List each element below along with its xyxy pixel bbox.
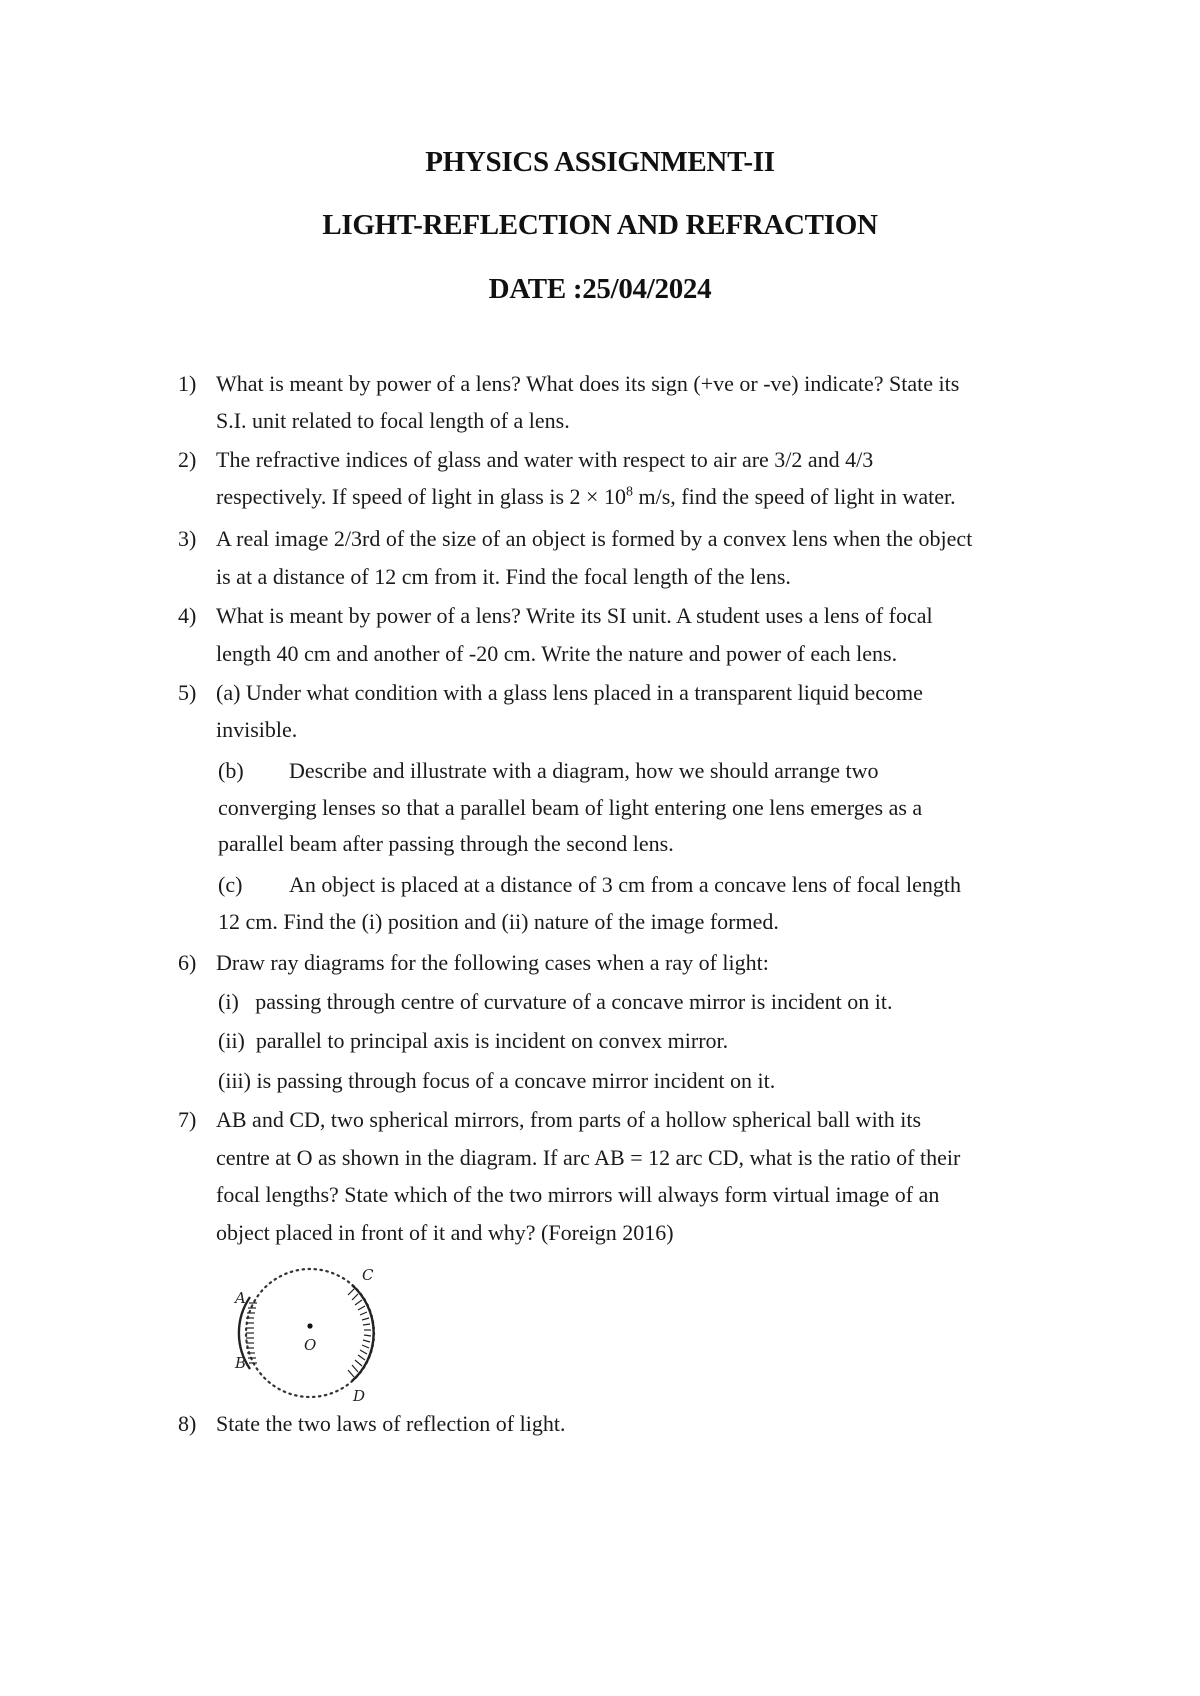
exponent: 8 (625, 484, 633, 500)
label-b: B (235, 1354, 247, 1372)
question-7-line-3: focal lengths? State which of the two mirrors will always form virtual image of an (216, 1182, 940, 1207)
question-8-line-1: State the two laws of reflection of light. (216, 1411, 566, 1436)
question-2-number: 2) (178, 447, 197, 472)
assignment-date: DATE :25/04/2024 (488, 273, 712, 305)
question-6-part-ii: (ii) parallel to principal axis is incident on convex mirror. (218, 1028, 729, 1053)
question-5b-line-1: Describe and illustrate with a diagram, how we should arrange two (289, 758, 879, 783)
assignment-title: PHYSICS ASSIGNMENT-II (425, 146, 775, 178)
question-7-line-2: centre at O as shown in the diagram. If arc AB = 12 arc CD, what is the ratio of their (216, 1145, 961, 1170)
question-2-line-2 (216, 484, 956, 510)
question-7-line-4: object placed in front of it and why? (Foreign 2016) (216, 1220, 674, 1245)
label-a: A (235, 1289, 246, 1307)
label-o: O (304, 1336, 317, 1354)
question-3-number: 3) (178, 526, 197, 551)
spherical-mirrors-diagram (224, 1255, 394, 1403)
question-6-number: 6) (178, 950, 197, 975)
question-1-line-1: What is meant by power of a lens? What does its sign (+ve or -ve) indicate? State its (216, 371, 960, 396)
question-5c-line-2: 12 cm. Find the (i) position and (ii) nature of the image formed. (218, 909, 779, 934)
question-7-number: 7) (178, 1107, 197, 1132)
question-2-line-1: The refractive indices of glass and water with respect to air are 3/2 and 4/3 (216, 447, 874, 472)
question-4-number: 4) (178, 603, 197, 628)
mirror-cd (348, 1285, 374, 1381)
question-3-line-1: A real image 2/3rd of the size of an object is formed by a convex lens when the object (216, 526, 973, 551)
question-5b-line-2: converging lenses so that a parallel beam of light entering one lens emerges as a (218, 795, 923, 820)
question-3-line-2: is at a distance of 12 cm from it. Find the focal length of the lens. (216, 564, 791, 589)
question-7-line-1: AB and CD, two spherical mirrors, from parts of a hollow spherical ball with its (216, 1107, 922, 1132)
question-5b-label: (b) (218, 758, 244, 783)
question-6-part-iii: (iii) is passing through focus of a concave mirror incident on it. (218, 1068, 776, 1093)
question-4-line-1: What is meant by power of a lens? Write its SI unit. A student uses a lens of focal (216, 603, 933, 628)
label-c: C (362, 1266, 374, 1284)
question-4-line-2: length 40 cm and another of -20 cm. Write the nature and power of each lens. (216, 641, 898, 666)
question-5b-line-3: parallel beam after passing through the second lens. (218, 831, 674, 856)
question-1-number: 1) (178, 371, 197, 396)
question-5a-line-1: (a) Under what condition with a glass lens placed in a transparent liquid become (216, 680, 923, 705)
question-1-line-2: S.I. unit related to focal length of a lens. (216, 408, 570, 433)
question-5a-line-2: invisible. (216, 717, 298, 742)
question-6-part-i: (i) passing through centre of curvature of a concave mirror is incident on it. (218, 989, 893, 1014)
question-5-number: 5) (178, 680, 197, 705)
question-8-number: 8) (178, 1411, 197, 1436)
question-6-line-1: Draw ray diagrams for the following cases when a ray of light: (216, 950, 769, 975)
question-2-line-2-pre: respectively. If speed of light in glass is 2 × 10 (216, 484, 626, 509)
chapter-title: LIGHT-REFLECTION AND REFRACTION (322, 209, 878, 241)
label-d: D (353, 1387, 366, 1403)
question-2-line-2-post: m/s, find the speed of light in water. (632, 484, 956, 509)
question-5c-line-1: An object is placed at a distance of 3 cm from a concave lens of focal length (289, 872, 961, 897)
question-5c-label: (c) (218, 872, 243, 897)
centre-point (307, 1323, 312, 1328)
